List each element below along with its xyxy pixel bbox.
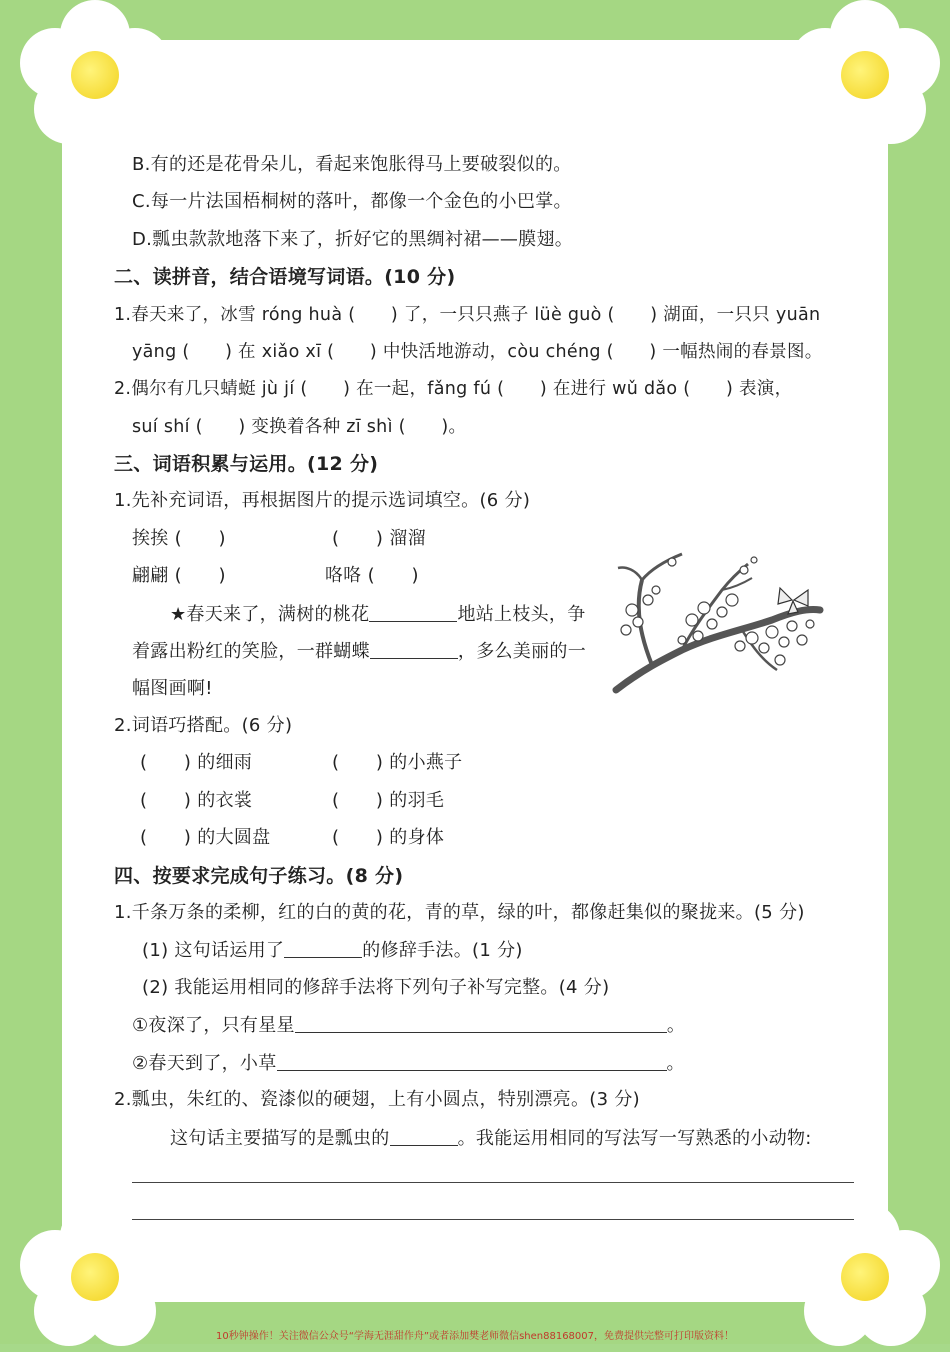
section2-title: 二、读拼音，结合语境写词语。(10 分) (114, 266, 456, 288)
option-c: C.每一片法国梧桐树的落叶，都像一个金色的小巴掌。 (132, 191, 572, 212)
section2-q2-line2: suí shí ( ) 变换着各种 zī shì ( )。 (132, 417, 467, 437)
section4-sub2: (2) 我能运用相同的修辞手法将下列句子补写完整。(4 分) (142, 977, 610, 998)
section4-sub1: (1) 这句话运用了 的修辞手法。(1 分) (142, 940, 523, 961)
match-6: ( ) 的身体 (332, 827, 445, 848)
flower-top-right-icon (790, 0, 940, 150)
section4-title: 四、按要求完成句子练习。(8 分) (114, 865, 404, 887)
blank-stars[interactable] (295, 1014, 667, 1033)
match-2: ( ) 的小燕子 (332, 752, 463, 773)
blank-peach[interactable] (369, 603, 457, 622)
fill-line-stars: ①夜深了，只有星星 。 (132, 1015, 686, 1036)
answer-line-1[interactable] (132, 1182, 854, 1183)
answer-line-2[interactable] (132, 1219, 854, 1220)
match-5: ( ) 的大圆盘 (140, 827, 271, 848)
blank-grass[interactable] (277, 1052, 667, 1071)
word-pianpian: 翩翩 ( ) (132, 565, 226, 586)
passage-line-1: ★春天来了，满树的桃花 地站上枝头，争 (170, 604, 586, 625)
section2-q2-line1: 2.偶尔有几只蜻蜓 jù jí ( ) 在一起，fǎng fú ( ) 在进行 wǔ dǎo ( ) 表演， (114, 379, 793, 399)
passage-line-2: 着露出粉红的笑脸，一群蝴蝶 ，多么美丽的一 (132, 641, 587, 662)
match-4: ( ) 的羽毛 (332, 790, 445, 811)
section2-q1-line2: yāng ( ) 在 xiǎo xī ( ) 中快活地游动，còu chéng ( ) 一幅热闹的春景图。 (132, 342, 823, 362)
passage-line-3: 幅图画啊! (132, 678, 213, 699)
peach-branch-butterfly-illustration (612, 550, 824, 698)
section3-title: 三、词语积累与运用。(12 分) (114, 453, 379, 475)
blank-ladybug[interactable] (390, 1127, 458, 1146)
word-liuliu: ( ) 溜溜 (332, 528, 426, 549)
match-1: ( ) 的细雨 (140, 752, 253, 773)
option-b: B.有的还是花骨朵儿，看起来饱胀得马上要破裂似的。 (132, 154, 572, 175)
match-3: ( ) 的衣裳 (140, 790, 253, 811)
section2-q1-line1: 1.春天来了，冰雪 róng huà ( ) 了，一只只燕子 lüè guò ( ) 湖面，一只只 yuān (114, 305, 821, 325)
word-aiai: 挨挨 ( ) (132, 528, 226, 549)
section4-q1: 1.千条万条的柔柳，红的白的黄的花，青的草，绿的叶，都像赶集似的聚拢来。(5 分) (114, 902, 805, 923)
section4-q2-sentence: 这句话主要描写的是瓢虫的 。我能运用相同的写法写一写熟悉的小动物: (170, 1128, 812, 1149)
flower-top-left-icon (20, 0, 170, 150)
section3-q2: 2.词语巧搭配。(6 分) (114, 715, 293, 736)
section3-q1: 1.先补充词语，再根据图片的提示选词填空。(6 分) (114, 490, 531, 511)
fill-line-grass: ②春天到了，小草 。 (132, 1053, 685, 1074)
section4-q2: 2.瓢虫，朱红的、瓷漆似的硬翅，上有小圆点，特别漂亮。(3 分) (114, 1089, 640, 1110)
option-d: D.瓢虫款款地落下来了，折好它的黑绸衬裙——膜翅。 (132, 229, 574, 250)
footer-note: 10秒钟操作！关注微信公众号“学海无涯甜作舟”或者添加樊老师微信shen88168007，免费提供完整可打印版资料！ (215, 1331, 735, 1342)
word-gege: 咯咯 ( ) (325, 565, 419, 586)
blank-rhetoric[interactable] (284, 939, 362, 958)
blank-butterfly[interactable] (370, 640, 458, 659)
